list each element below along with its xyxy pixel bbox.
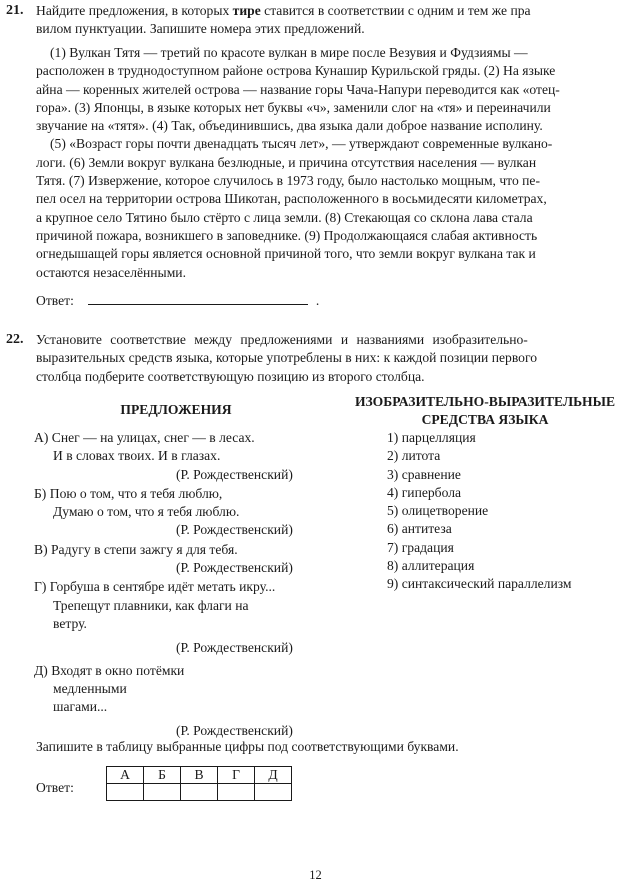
sentence-author: (Р. Рождественский) xyxy=(176,560,293,576)
means-item: 6) антитеза xyxy=(387,521,452,537)
page-number: 12 xyxy=(309,868,322,882)
answer-cell-d[interactable] xyxy=(255,784,292,801)
means-item: 1) парцелляция xyxy=(387,430,476,445)
question-21-number: 21. xyxy=(6,3,24,18)
q22-answer-label: Ответ: xyxy=(36,780,74,795)
question-21-prompt xyxy=(36,2,631,39)
sentence-b xyxy=(34,485,334,540)
sentence-line: медленными xyxy=(53,680,127,696)
answer-table-header-row xyxy=(107,767,292,784)
answer-cell-b[interactable] xyxy=(144,784,181,801)
sentence-letter: Г) xyxy=(34,579,47,595)
sentence-v xyxy=(34,541,334,578)
answer-table-letter: Д xyxy=(255,767,292,784)
sentence-line: Радугу в степи зажгу я для тебя. xyxy=(51,541,238,557)
answer-table-letter: Г xyxy=(218,767,255,784)
answer-table-letter: В xyxy=(181,767,218,784)
question-21-text xyxy=(36,44,631,282)
means-item: 2) литота xyxy=(387,448,441,464)
q21-text-line: логи. (6) Земли вокруг вулкана безлюдные, и причина отсутствия населения — вулкан xyxy=(36,154,537,170)
sentence-author: (Р. Рождественский) xyxy=(176,522,293,538)
means-item: 3) сравнение xyxy=(387,466,461,482)
means-item: 9) синтаксический параллелизм xyxy=(387,576,572,592)
q21-text-line: огнедышащей горы является основной причиной того, что земли вокруг вулкана так и xyxy=(36,246,536,262)
question-22-prompt xyxy=(36,331,631,386)
q21-answer-end: . xyxy=(315,293,320,308)
means-item: 4) гипербола xyxy=(387,484,462,500)
sentence-letter: Б) xyxy=(34,485,47,501)
sentence-d xyxy=(34,662,334,741)
sentence-a xyxy=(34,429,334,484)
q22-prompt-line: столбца подберите соответствующую позицию из второго столбца. xyxy=(36,368,425,384)
q21-text-line: причиной пожара, возникшего в заповеднике. (9) Продолжающаяся слабая активность xyxy=(36,227,538,243)
q21-answer-field[interactable] xyxy=(88,290,308,305)
q22-instruction: Запишите в таблицу выбранные цифры под соответствующими буквами. xyxy=(36,739,459,754)
sentence-author: (Р. Рождественский) xyxy=(176,723,293,739)
sentence-line: ветру. xyxy=(53,615,87,631)
sentence-line: Снег — на улицах, снег — в лесах. xyxy=(51,430,255,445)
q21-text-line: расположен в труднодоступном районе острова Кунашир Курильской гряды. (2) На языке xyxy=(36,63,556,79)
sentence-letter: В) xyxy=(34,541,48,557)
q21-text-line: (5) «Возраст горы почти двенадцать тысяч лет», — утверждают современные вулкано- xyxy=(50,136,553,152)
means-item: 7) градация xyxy=(387,539,454,555)
q21-prompt-line-2: вилом пунктуации. Запишите номера этих предложений. xyxy=(36,21,365,37)
answer-cell-a[interactable] xyxy=(107,784,144,801)
means-column-header: ИЗОБРАЗИТЕЛЬНО-ВЫРАЗИТЕЛЬНЫЕ СРЕДСТВА ЯЗЫКА xyxy=(354,394,616,427)
sentence-line: Трепещут плавники, как флаги на xyxy=(53,597,249,613)
q21-text-line: звучание на «тятя». (4) Так, объединившись, два языка дали доброе название исполину. xyxy=(36,118,543,134)
sentence-line: Горбуша в сентябре идёт метать икру... xyxy=(49,579,276,595)
q21-text-line: айна — коренных жителей острова — название горы Чача-Напури переводится как «отец- xyxy=(36,81,560,97)
q21-prompt-line-1: Найдите предложения, в которых тире ставится в соответствии с одним и тем же пра xyxy=(36,3,531,18)
means-item: 8) аллитерация xyxy=(387,558,475,574)
sentence-g xyxy=(34,578,334,657)
answer-table-letter: Б xyxy=(144,767,181,784)
q21-text-line: а крупное село Тятино было стёрто с лица земли. (8) Стекающая со склона лава стала xyxy=(36,209,533,225)
q21-answer-label: Ответ: xyxy=(36,293,74,308)
sentence-line: Пою о том, что я тебя люблю, xyxy=(49,485,223,501)
sentence-letter: А) xyxy=(34,430,49,445)
question-22-number: 22. xyxy=(6,332,24,347)
sentence-line: Думаю о том, что я тебя люблю. xyxy=(53,504,240,520)
answer-table-input-row xyxy=(107,784,292,801)
q22-prompt-line: Установите соответствие между предложениями и названиями изобразительно- xyxy=(36,332,528,347)
answer-cell-g[interactable] xyxy=(218,784,255,801)
q21-text-line: пел осел на территории острова Шикотан, расположенного в восьмидесяти километрах, xyxy=(36,191,547,207)
answer-table xyxy=(106,766,292,801)
sentence-line: Входят в окно потёмки xyxy=(51,662,185,678)
sentence-author: (Р. Рождественский) xyxy=(176,466,293,482)
q22-prompt-line: выразительных средств языка, которые употреблены в них: к каждой позиции первого xyxy=(36,350,537,366)
q21-answer-row xyxy=(36,290,319,310)
sentence-author: (Р. Рождественский) xyxy=(176,640,293,656)
answer-cell-v[interactable] xyxy=(181,784,218,801)
q21-text-line: Тятя. (7) Извержение, которое случилось в 1973 году, было настолько мощным, что пе- xyxy=(36,173,540,189)
sentences-column-header: ПРЕДЛОЖЕНИЯ xyxy=(120,402,232,417)
q21-text-line: гора». (3) Японцы, в языке которых нет буквы «ч», заменили слог на «тя» и переиначили xyxy=(36,99,551,115)
q21-text-line: остаются незаселёнными. xyxy=(36,264,186,280)
sentence-line: И в словах твоих. И в глазах. xyxy=(53,448,221,464)
answer-table-letter: А xyxy=(107,767,144,784)
means-list xyxy=(387,429,627,594)
means-item: 5) олицетворение xyxy=(387,503,489,519)
sentence-line: шагами... xyxy=(53,699,108,715)
sentences-list xyxy=(34,429,334,741)
sentence-letter: Д) xyxy=(34,662,48,678)
q21-text-line: (1) Вулкан Тятя — третий по красоте вулкан в мире после Везувия и Фудзиямы — xyxy=(50,45,528,60)
